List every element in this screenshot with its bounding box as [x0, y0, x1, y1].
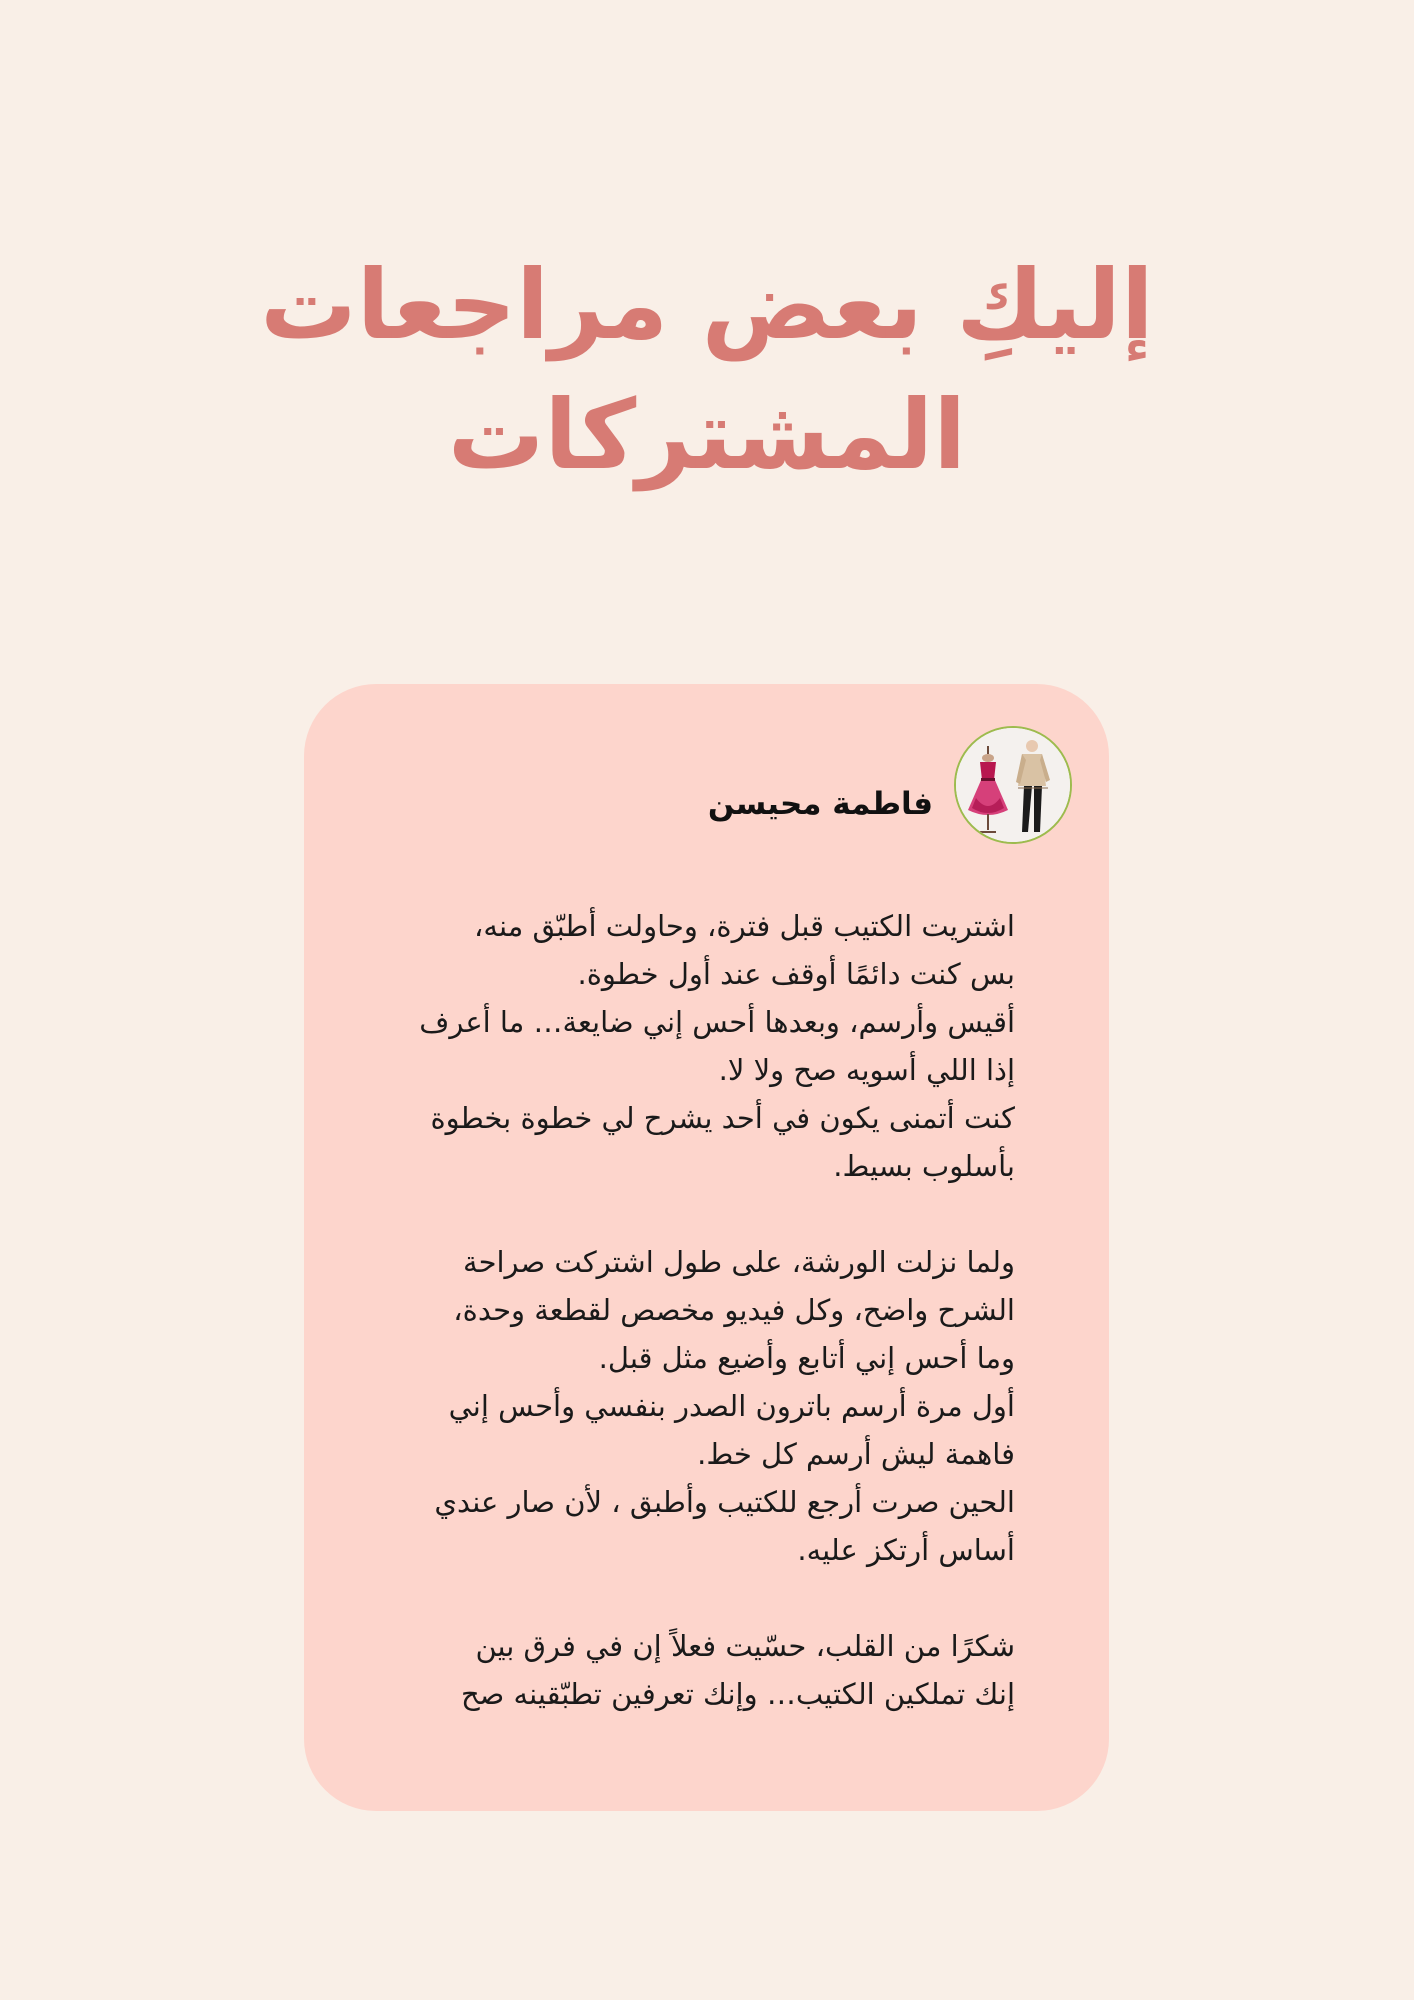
review-line: فاهمة ليش أرسم كل خط. — [697, 1437, 1015, 1471]
review-line: بأسلوب بسيط. — [833, 1149, 1015, 1183]
page-title-line-2: المشتركات — [447, 379, 967, 491]
review-paragraph — [335, 902, 1015, 1190]
review-line: أول مرة أرسم باترون الصدر بنفسي وأحس إني — [448, 1389, 1015, 1423]
review-line: ولما نزلت الورشة، على طول اشتركت صراحة — [463, 1245, 1015, 1279]
review-text — [335, 902, 1015, 1718]
review-line: شكرًا من القلب، حسّيت فعلاً إن في فرق بين — [475, 1629, 1015, 1663]
review-line: أقيس وأرسم، وبعدها أحس إني ضايعة… ما أعرف — [419, 1005, 1015, 1039]
fashion-sketch-avatar-icon — [954, 726, 1072, 844]
review-line: إنك تملكين الكتيب… وإنك تعرفين تطبّقينه صح — [460, 1677, 1015, 1711]
review-line: إذا اللي أسويه صح ولا لا. — [718, 1053, 1015, 1087]
page-title — [180, 240, 1234, 500]
review-line: وما أحس إني أتابع وأضيع مثل قبل. — [598, 1341, 1015, 1375]
review-line: الشرح واضح، وكل فيديو مخصص لقطعة وحدة، — [453, 1293, 1015, 1327]
review-line: أساس أرتكز عليه. — [797, 1533, 1015, 1567]
review-paragraph — [335, 1238, 1015, 1574]
review-line: الحين صرت أرجع للكتيب وأطبق ، لأن صار عندي — [434, 1485, 1015, 1519]
page-title-line-1: إليكِ بعض مراجعات — [260, 249, 1154, 361]
avatar-illustration — [956, 728, 1070, 842]
review-line: بس كنت دائمًا أوقف عند أول خطوة. — [577, 957, 1015, 991]
author-name: فاطمة محيسن — [707, 786, 933, 822]
review-card — [304, 684, 1109, 1811]
review-paragraph — [335, 1622, 1015, 1718]
review-line: اشتريت الكتيب قبل فترة، وحاولت أطبّق منه، — [474, 909, 1015, 943]
review-line: كنت أتمنى يكون في أحد يشرح لي خطوة بخطوة — [430, 1101, 1015, 1135]
